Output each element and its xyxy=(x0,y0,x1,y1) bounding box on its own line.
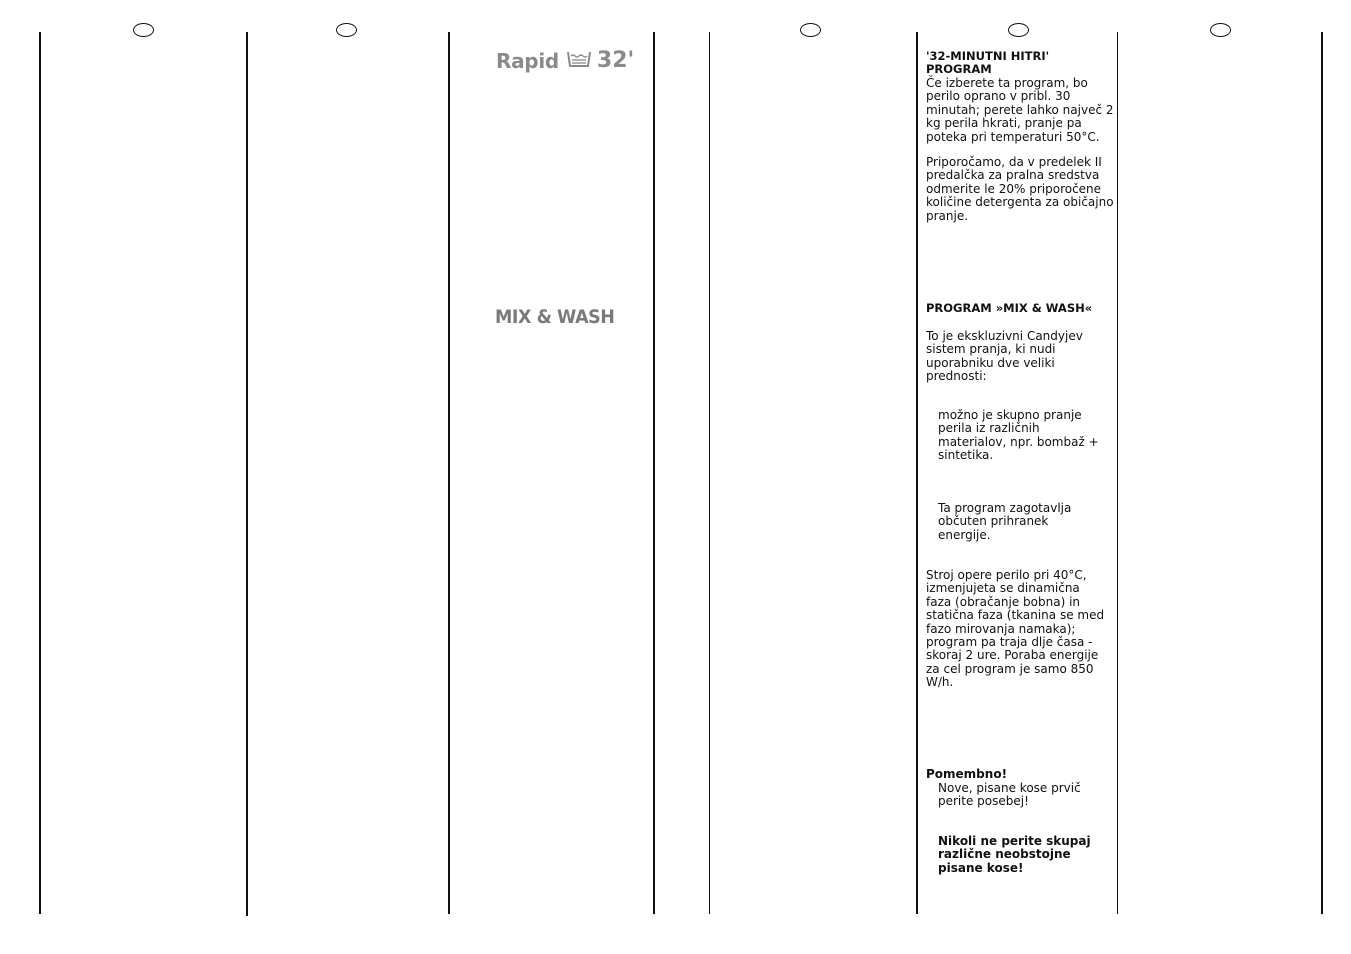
language-marker-oval xyxy=(800,23,821,37)
mix-wash-heading: PROGRAM »MIX & WASH« xyxy=(926,301,1093,315)
mix-wash-intro: To je ekskluzivni Candyjev sistem pranja, ki nudi uporabniku dve veliki prednosti: xyxy=(926,329,1083,384)
rapid-program-badge xyxy=(496,48,634,73)
column-rule xyxy=(653,32,655,914)
warning-text: Nikoli ne perite skupaj različne neobstojne pisane kose! xyxy=(938,834,1091,875)
mix-wash-logo: MIX & WASH xyxy=(495,306,615,328)
column-rule xyxy=(709,32,710,914)
important-heading: Pomembno! xyxy=(926,767,1008,781)
rapid-heading: '32-MINUTNI HITRI' PROGRAM xyxy=(926,49,1050,77)
column-rule xyxy=(1117,32,1118,914)
column-rule xyxy=(916,32,918,914)
mix-wash-point-1: možno je skupno pranje perila iz različnih materialov, npr. bombaž + sintetika. xyxy=(938,408,1099,463)
mix-wash-description: Stroj opere perilo pri 40°C, izmenjujeta se dinamična faza (obračanje bobna) in statična faza (tkanina se med fazo mirovanja namaka); program pa traja dlje časa - skoraj 2 ure. Poraba energije za cel program je samo 850 W/h. xyxy=(926,568,1105,690)
column-rule xyxy=(246,32,248,916)
mix-wash-point-2: Ta program zagotavlja občuten prihranek energije. xyxy=(938,501,1072,542)
column-rule xyxy=(448,32,450,914)
column-rule xyxy=(1321,32,1323,914)
rapid-label: Rapid xyxy=(496,48,559,73)
language-marker-oval xyxy=(1008,23,1029,37)
language-marker-oval xyxy=(336,23,357,37)
wash-tub-icon xyxy=(567,50,591,72)
language-marker-oval xyxy=(1210,23,1231,37)
rapid-paragraph-1: Če izberete ta program, bo perilo oprano v pribl. 30 minutah; perete lahko največ 2 kg perila hkrati, pranje pa poteka pri temperaturi 50°C. xyxy=(926,76,1114,144)
rapid-time: 32' xyxy=(596,48,635,73)
important-text: Nove, pisane kose prvič perite posebej! xyxy=(938,781,1081,809)
language-marker-oval xyxy=(133,23,154,37)
rapid-paragraph-2: Priporočamo, da v predelek II predalčka za pralna sredstva odmerite le 20% priporočene količine detergenta za običajno pranje. xyxy=(926,155,1114,223)
column-rule xyxy=(39,32,41,914)
